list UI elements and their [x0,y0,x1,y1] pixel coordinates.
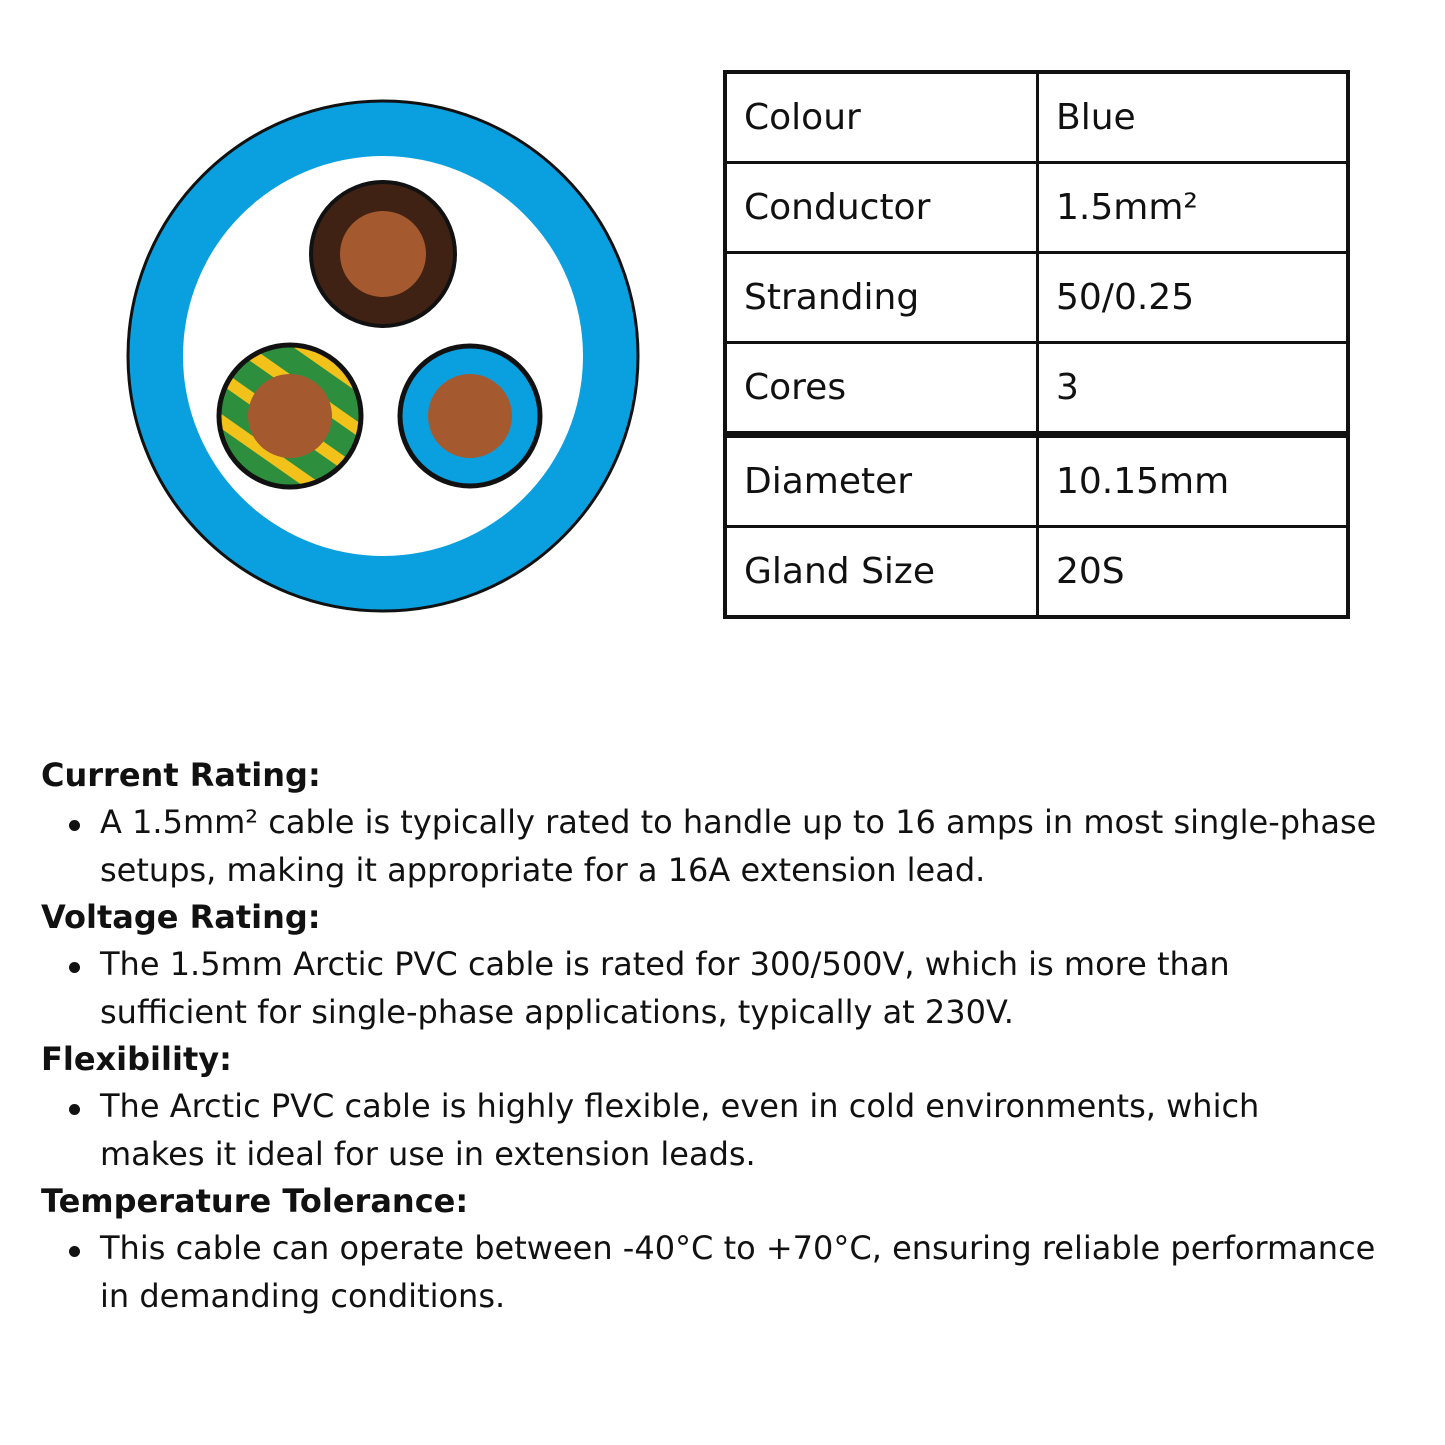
brown-core-conductor [340,211,426,297]
spec-label: Diameter [725,435,1038,527]
bullet-list [41,799,1421,894]
bullet-item [100,941,1421,1036]
bullet-line: A 1.5mm² cable is typically rated to handle up to 16 amps in most single-phase [100,803,1377,841]
spec-value: 3 [1038,343,1349,435]
section-temperature-tolerance [41,1178,1421,1320]
spec-label: Colour [725,72,1038,163]
bullet-list [41,1083,1421,1178]
spec-label: Stranding [725,253,1038,343]
spec-value: 50/0.25 [1038,253,1349,343]
spec-value: 10.15mm [1038,435,1349,527]
bullet-list [41,1225,1421,1320]
spec-row-colour [725,72,1348,163]
section-title: Current Rating: [41,756,321,794]
cable-details [41,752,1421,1320]
bullet-line: The 1.5mm Arctic PVC cable is rated for 300/500V, which is more than [100,945,1230,983]
spec-row-cores [725,343,1348,435]
section-voltage-rating [41,894,1421,1036]
section-title: Voltage Rating: [41,898,321,936]
bullet-line: in demanding conditions. [100,1276,506,1315]
bullet-line: setups, making it appropriate for a 16A extension lead. [100,850,986,889]
bullet-item [100,799,1421,894]
spec-value: 20S [1038,527,1349,618]
spec-label: Cores [725,343,1038,435]
brown-core [311,182,455,326]
spec-row-diameter [725,435,1348,527]
spec-table [723,70,1350,619]
section-title: Temperature Tolerance: [41,1182,469,1220]
section-flexibility [41,1036,1421,1178]
spec-row-stranding [725,253,1348,343]
section-current-rating [41,752,1421,894]
green-yellow-core [219,345,361,487]
spec-row-conductor [725,163,1348,253]
blue-core-conductor [428,374,512,458]
blue-core [400,346,540,486]
bullet-line: This cable can operate between -40°C to +70°C, ensuring reliable performance [100,1229,1376,1267]
spec-label: Conductor [725,163,1038,253]
spec-row-gland-size [725,527,1348,618]
cable-cross-section-diagram [120,94,650,624]
bullet-line: sufficient for single-phase applications, typically at 230V. [100,992,1014,1031]
green-yellow-core-conductor [248,374,332,458]
bullet-line: makes it ideal for use in extension leads. [100,1134,756,1173]
bullet-item [100,1225,1421,1320]
spec-value: Blue [1038,72,1349,163]
section-title: Flexibility: [41,1040,232,1078]
bullet-item [100,1083,1421,1178]
spec-label: Gland Size [725,527,1038,618]
spec-value: 1.5mm² [1038,163,1349,253]
bullet-line: The Arctic PVC cable is highly flexible, even in cold environments, which [100,1087,1260,1125]
bullet-list [41,941,1421,1036]
